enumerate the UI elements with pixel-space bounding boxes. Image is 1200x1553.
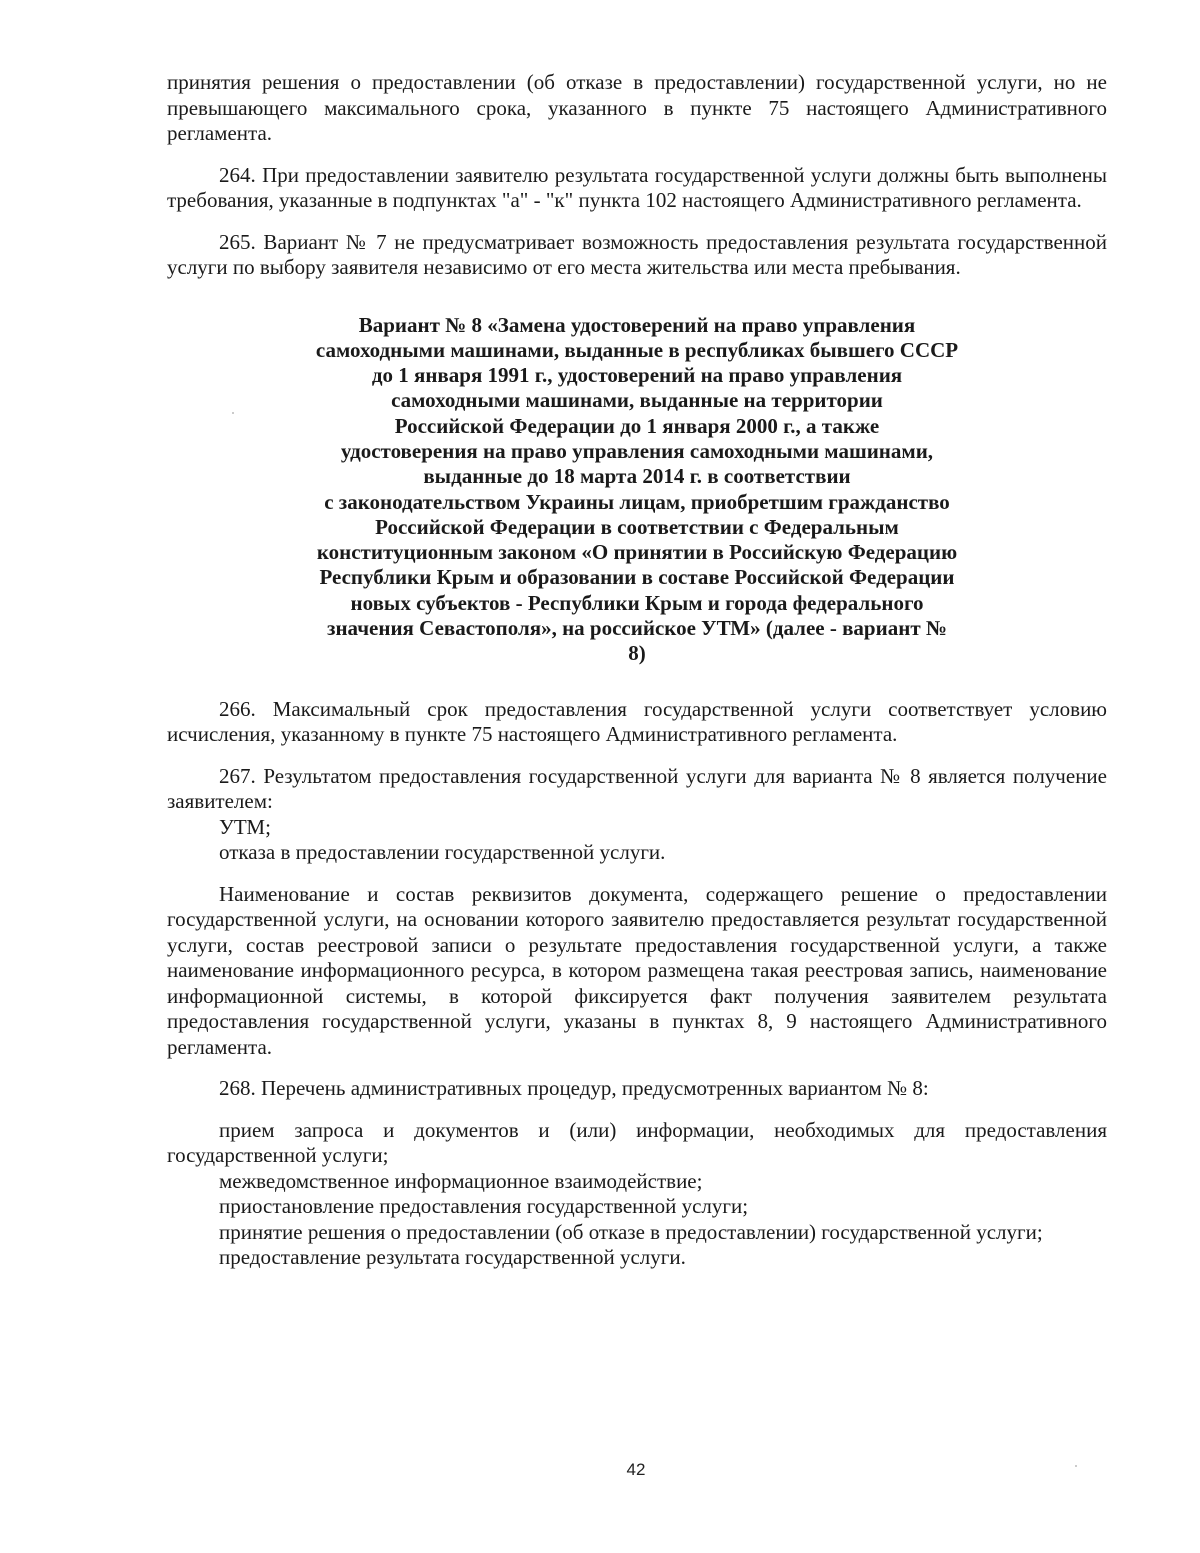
result-item-refusal: отказа в предоставлении государственной услуги. bbox=[219, 840, 666, 865]
procedure-item: принятие решения о предоставлении (об отказе в предоставлении) государственной услуги; bbox=[219, 1219, 1043, 1244]
heading-line: самоходными машинами, выданные в республиках бывшего СССР bbox=[315, 337, 959, 362]
procedure-item: межведомственное информационное взаимодействие; bbox=[219, 1168, 703, 1193]
heading-line: новых субъектов - Республики Крым и города федерального bbox=[350, 590, 924, 615]
procedure-item: предоставление результата государственной услуги. bbox=[219, 1245, 686, 1270]
heading-line: удостоверения на право управления самоходными машинами, bbox=[340, 438, 934, 463]
heading-line: Республики Крым и образовании в составе Российской Федерации bbox=[319, 565, 955, 590]
heading-line: Российской Федерации до 1 января 2000 г., а также bbox=[394, 413, 880, 438]
paragraph-268: 268. Перечень административных процедур, предусмотренных вариантом № 8: bbox=[219, 1076, 929, 1101]
paragraph-264: 264. При предоставлении заявителю результата государственной услуги должны быть выполнены требования, указанные в подпунктах "а" - "к" пункта 102 настоящего Административного регламента. bbox=[167, 162, 1107, 212]
heading-line: Вариант № 8 «Замена удостоверений на право управления bbox=[358, 312, 916, 337]
heading-line: самоходными машинами, выданные на территории bbox=[391, 388, 883, 413]
paragraph-267: 267. Результатом предоставления государственной услуги для варианта № 8 является получение заявителем: bbox=[167, 763, 1107, 814]
heading-line: выданные до 18 марта 2014 г. в соответствии bbox=[423, 464, 851, 489]
paragraph-continuation: принятия решения о предоставлении (об отказе в предоставлении) государственной услуги, но не превышающего максимального срока, указанного в пункте 75 настоящего Административного регламента. bbox=[167, 70, 1107, 145]
page-number: 42 bbox=[626, 1460, 646, 1479]
procedure-item: прием запроса и документов и (или) информации, необходимых для предоставления государственной услуги; bbox=[167, 1117, 1107, 1168]
heading-line: конституционным законом «О принятии в Российскую Федерацию bbox=[316, 540, 958, 565]
heading-line: с законодательством Украины лицам, приобретшим гражданство bbox=[324, 489, 950, 514]
paragraph-265: 265. Вариант № 7 не предусматривает возможность предоставления результата государственной услуги по выбору заявителя независимо от его места жительства или места пребывания. bbox=[167, 229, 1107, 279]
variant-8-heading bbox=[292, 313, 982, 667]
procedure-item: приостановление предоставления государственной услуги; bbox=[219, 1194, 749, 1219]
document-page bbox=[167, 70, 1107, 1271]
heading-line: 8) bbox=[628, 641, 646, 666]
paragraph-document-requisites: Наименование и состав реквизитов документа, содержащего решение о предоставлении государственной услуги, на основании которого заявителю предоставляется результат государственной услуги, состав реестровой записи о результате предоставления государственной услуги, а также наименование информационного ресурса, в котором размещена такая реестровая запись, наименование информационной системы, в которой фиксируется факт получения заявителем результата предоставления государственной услуги, указаны в пунктах 8, 9 настоящего Административного регламента. bbox=[167, 881, 1107, 1059]
scan-speck bbox=[232, 412, 234, 414]
result-item-utm: УТМ; bbox=[219, 814, 271, 839]
paragraph-266: 266. Максимальный срок предоставления государственной услуги соответствует условию исчисления, указанному в пункте 75 настоящего Административного регламента. bbox=[167, 696, 1107, 747]
heading-line: до 1 января 1991 г., удостоверений на право управления bbox=[371, 363, 903, 388]
heading-line: значения Севастополя», на российское УТМ» (далее - вариант № bbox=[327, 616, 947, 641]
heading-line: Российской Федерации в соответствии с Федеральным bbox=[375, 514, 899, 539]
scan-speck bbox=[1075, 1465, 1077, 1467]
